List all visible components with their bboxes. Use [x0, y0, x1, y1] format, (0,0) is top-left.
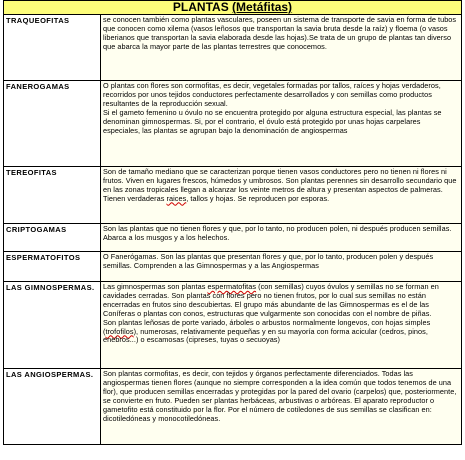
definition-paragraph: Son de tamaño mediano que se caracterizan porque tienen vasos conductores pero no tienen ni flores ni frutos. Viven en lugares frescos, húmedos y umbrosos. Son plantas perennes sin desarrollo secundario que en las zonas tropicales llegan a alcanzar los veinte metros de altura y presentan aspectos de palmeras. Tienen verdaderas raices, tallos y hojas. Se reproducen por esporas.	[103, 167, 457, 203]
term-cell: FANEROGAMAS	[4, 81, 101, 167]
definition-paragraph: Las gimnospermas son plantas espermatofitas (con semillas) cuyos óvulos y semillas no se forman en cavidades cerradas. Son plantas con flores pero no tienen frutos, por lo cual sus semillas no están encerradas en frutos sino descubiertas. El grupo más abundante de las Gimnospermas es el de las Coníferas o plantas con conos, estructuras que vulgarmente son conocidas con el nombre de piñas.	[103, 282, 439, 318]
page-title	[3, 0, 462, 15]
definition-paragraph: O plantas con flores son cormofitas, es decir, vegetales formadas por tallos, raíces y hojas verdaderos, recorridos por unos tejidos conductores perfectamente desarrollados y con semillas como productos resultantes de la reproducción sexual.	[103, 81, 441, 108]
table-row	[4, 167, 462, 224]
definition-paragraph: O Fanerógamas. Son las plantas que presentan flores y que, por lo tanto, producen polen y después semillas. Comprenden a las Gimnospermas y a las Angiospermas	[103, 252, 434, 270]
definition-paragraph: Son plantas cormofitas, es decir, con tejidos y órganos perfectamente diferenciados. Todas las angiospermas tienen flores (aunque no siempre corresponden a la idea común que todos tenemos de una flor), que producen semillas encerradas y protegidas por la pared del ovario (carpelos) que, posteriormente, se convierte en fruto. Pueden ser plantas herbáceas, arbustivas o arbóreas. El aparato reproductor o gametofito está constituido por la flor. Por el número de cotiledones de sus semillas se clasifican en: dicotiledóneas y monocotiledóneas.	[103, 369, 457, 423]
plants-table	[3, 14, 462, 445]
table-row	[4, 224, 462, 252]
table-row	[4, 369, 462, 445]
definition-cell	[101, 252, 462, 282]
definition-paragraph: Son plantas leñosas de porte variado, árboles o arbustos normalmente longevos, con hojas simples (trofofilos), numerosas, relativamente pequeñas y en su mayoría con forma acicular (cedros, pinos, enebros...) o escamosas (cipreses, tuyas o secuoyas)	[103, 317, 431, 345]
term-cell: LAS GIMNOSPERMAS.	[4, 282, 101, 369]
definition-paragraph: se conocen también como plantas vasculares, poseen un sistema de transporte de savia en forma de tubos que conocen como xilema (vasos leñosos que transportan la savia bruta desde la raíz) y floema (o vasos liberianos que transportan la savia elaborada desde las hojas).Se trata de un grupo de plantas tan diverso que abarca la mayor parte de las plantas terrestres que conocemos.	[103, 15, 457, 51]
definition-cell	[101, 81, 462, 167]
table-row	[4, 252, 462, 282]
term-cell: TEREOFITAS	[4, 167, 101, 224]
table-row	[4, 15, 462, 81]
definition-paragraph: Si el gameto femenino u óvulo no se encuentra protegido por alguna estructura especial, las plantas se denominan gimnospermas. Si, por el contrario, el óvulo está protegido por unas hojas carpelares especiales, las plantas se agrupan bajo la denominación de angiospermas	[103, 107, 442, 135]
title-paren: (Metáfitas)	[232, 0, 293, 14]
definition-cell	[101, 224, 462, 252]
term-cell: CRIPTOGAMAS	[4, 224, 101, 252]
definition-cell	[101, 369, 462, 445]
term-cell: LAS ANGIOSPERMAS.	[4, 369, 101, 445]
definition-cell	[101, 282, 462, 369]
term-cell: TRAQUEOFITAS	[4, 15, 101, 81]
definition-cell	[101, 15, 462, 81]
title-main: PLANTAS	[172, 0, 229, 14]
term-cell: ESPERMATOFITOS	[4, 252, 101, 282]
table-row	[4, 282, 462, 369]
definition-paragraph: Son las plantas que no tienen flores y que, por lo tanto, no producen polen, ni después producen semillas. Abarca a los musgos y a los helechos.	[103, 224, 452, 242]
definition-cell	[101, 167, 462, 224]
table-row	[4, 81, 462, 167]
